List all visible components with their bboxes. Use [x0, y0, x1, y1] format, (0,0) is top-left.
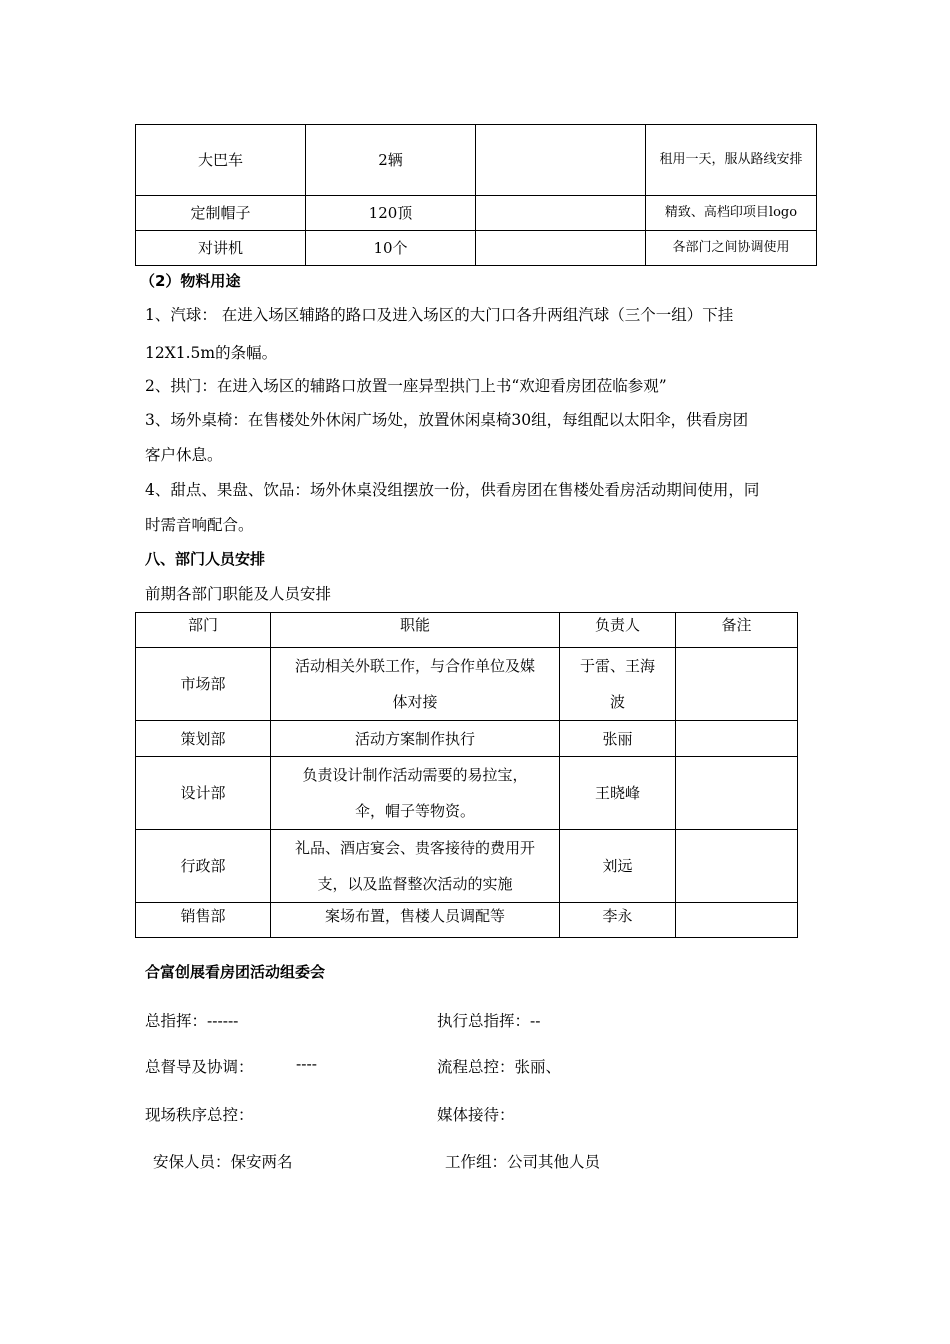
note-cell [676, 648, 798, 721]
committee-title: 合富创展看房团活动组委会 [145, 963, 326, 981]
function-line: 活动相关外联工作，与合作单位及媒 [294, 657, 535, 675]
qty-cell: 120顶 [306, 196, 476, 231]
material-use-line: 时需音响配合。 [145, 516, 254, 534]
media-reception: 媒体接待： [437, 1106, 515, 1124]
material-use-line: 2、拱门：在进入场区的辅路口放置一座异型拱门上书“欢迎看房团莅临参观” [145, 377, 667, 395]
material-use-line: 1、汽球： 在进入场区辅路的路口及进入场区的大门口各升两组汽球（三个一组）下挂 [145, 306, 734, 324]
function-line: 案场布置，售楼人员调配等 [324, 907, 505, 925]
table-row [136, 721, 798, 757]
section-heading: 八、部门人员安排 [145, 550, 266, 568]
supervisor-label: 总督导及协调： [145, 1058, 254, 1076]
blank-cell [476, 196, 646, 231]
owner-cell [560, 830, 676, 903]
blank-cell [476, 231, 646, 266]
function-line: 负责设计制作活动需要的易拉宝， [302, 766, 528, 784]
table-header-row [136, 613, 798, 648]
function-cell [271, 648, 560, 721]
section-intro: 前期各部门职能及人员安排 [145, 585, 332, 603]
note-text: 租用一天，服从路线安排 [659, 152, 803, 167]
table-row [136, 648, 798, 721]
qty-cell: 10个 [306, 231, 476, 266]
item-cell: 对讲机 [136, 231, 306, 266]
function-line: 礼品、酒店宴会、贵客接待的费用开 [294, 839, 535, 857]
table-row [136, 757, 798, 830]
table-row [136, 903, 798, 938]
dept-cell: 策划部 [136, 721, 271, 757]
owner-line: 王晓峰 [594, 784, 640, 802]
material-use-line: 4、甜点、果盘、饮品：场外休桌没组摆放一份，供看房团在售楼处看房活动期间使用，同 [145, 481, 760, 499]
material-table [135, 124, 817, 266]
note-cell [676, 721, 798, 757]
department-table [135, 612, 798, 938]
table-row [136, 830, 798, 903]
commander: 总指挥：------ [145, 1012, 239, 1030]
note-cell: 精致、高档印项目logo [646, 196, 817, 231]
note-cell [646, 125, 817, 196]
table-row [136, 125, 817, 196]
note-cell [676, 903, 798, 938]
security-staff: 安保人员：保安两名 [153, 1153, 293, 1171]
owner-line: 刘远 [602, 857, 633, 875]
owner-cell [560, 648, 676, 721]
onsite-order: 现场秩序总控： [145, 1106, 254, 1124]
function-cell [271, 903, 560, 938]
owner-line: 张丽 [602, 729, 633, 748]
function-cell [271, 830, 560, 903]
function-cell [271, 757, 560, 830]
blank-cell [476, 125, 646, 196]
note-cell: 各部门之间协调使用 [646, 231, 817, 266]
function-cell [271, 721, 560, 757]
function-line: 支，以及监督整次活动的实施 [317, 875, 513, 893]
supervisor-value: ---- [296, 1055, 317, 1073]
owner-cell [560, 757, 676, 830]
item-cell: 大巴车 [136, 125, 306, 196]
dept-cell: 市场部 [136, 648, 271, 721]
note-cell [676, 830, 798, 903]
material-use-heading: （2）物料用途 [140, 272, 241, 290]
owner-cell [560, 721, 676, 757]
header-function: 职能 [271, 613, 560, 648]
dept-cell: 销售部 [136, 903, 271, 938]
header-dept: 部门 [136, 613, 271, 648]
header-note: 备注 [676, 613, 798, 648]
qty-cell: 2辆 [306, 125, 476, 196]
function-line: 伞，帽子等物资。 [354, 802, 475, 820]
owner-line: 李永 [602, 907, 633, 925]
note-cell [676, 757, 798, 830]
function-line: 体对接 [392, 693, 438, 711]
dept-cell: 行政部 [136, 830, 271, 903]
table-row [136, 196, 817, 231]
material-use-line: 客户休息。 [145, 446, 223, 464]
exec-commander: 执行总指挥：-- [437, 1012, 541, 1030]
owner-line: 波 [609, 693, 625, 711]
item-cell: 定制帽子 [136, 196, 306, 231]
owner-cell [560, 903, 676, 938]
material-use-line: 3、场外桌椅：在售楼处外休闲广场处，放置休闲桌椅30组，每组配以太阳伞，供看房团 [145, 411, 749, 429]
material-use-line: 12X1.5m的条幅。 [145, 344, 278, 362]
work-group: 工作组：公司其他人员 [445, 1153, 601, 1171]
process-control: 流程总控：张丽、 [437, 1058, 562, 1076]
table-row [136, 231, 817, 266]
dept-cell: 设计部 [136, 757, 271, 830]
header-owner: 负责人 [560, 613, 676, 648]
function-line: 活动方案制作执行 [354, 729, 475, 748]
owner-line: 于雷、王海 [579, 657, 655, 675]
